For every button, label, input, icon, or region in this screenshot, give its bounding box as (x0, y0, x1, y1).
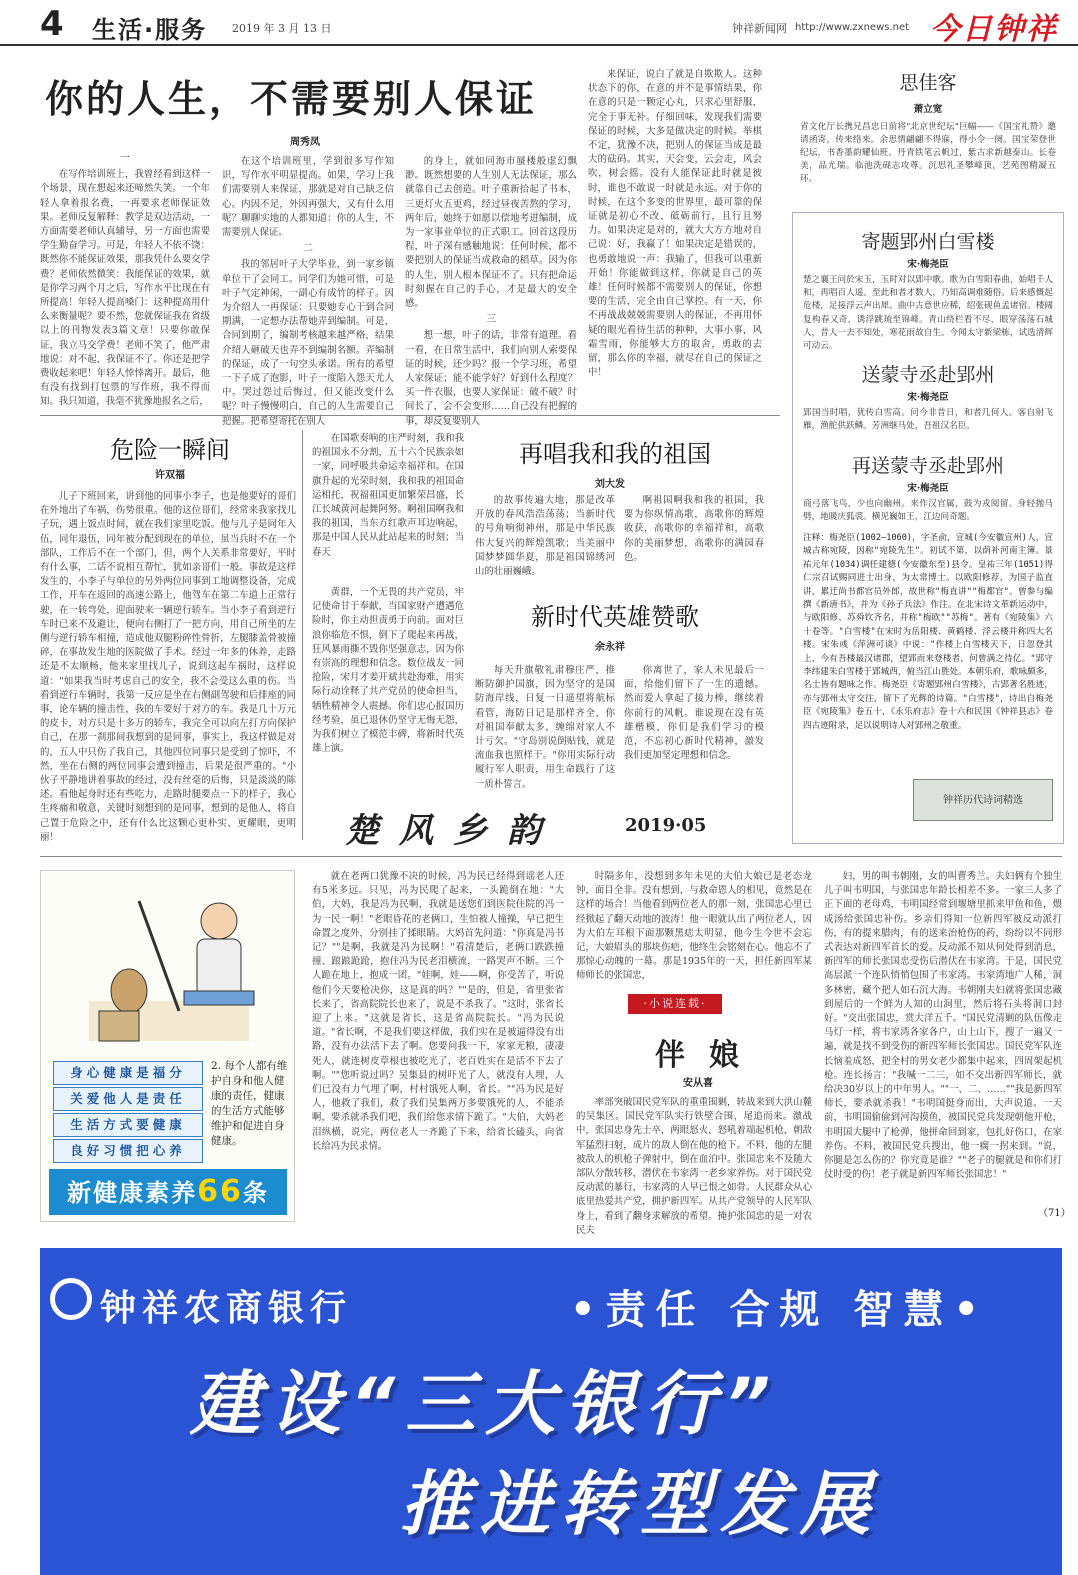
article4-col1-text: 每天升旗敬礼肃穆庄严，推断防御护国旗，因为坚守的是国防海岸线，日复一日遥望将航标看管，海防日记是那样齐全，你对祖国奉献太多，缠绵对家人不计亏欠。"守岛别说倒贴钱，就是流血我也照样干。"你用实际行动履行军人职责，用生命践行了这一质朴誓言。 (475, 665, 615, 790)
health-tip: 2. 每个人都有维护自身和他人健康的责任，健康的生活方式能够维护和促进自身健康。 (211, 1060, 288, 1147)
article2-title: 危险一瞬间 (110, 436, 230, 464)
bank-headline-1: 建设“三大银行” (190, 1363, 781, 1445)
article1-title: 你的人生，不需要别人保证 (45, 77, 538, 121)
article1-col2b-text: 我的邻居叶子大学毕业，到一家乡镇单位干了会同工。同学们为她可惜，可是叶子气定神闲，一副心有成竹的样子。因为介绍人一再保证：只要她专心干到合同期满，一定想办法帮她弄到编制。可是，合同到期了，编制考核越来越严格，结果介绍人砸破天也弄不到编制名额。弄编制的保证，成了一句空头承诺。所有的希望一下子成了泡影，叶子一度陷入怨天尤人中。哭过怨过后悔过，但又能改变什么呢？叶子慢慢明白，自己的人生需要自己把握。把希望寄托在别人 (222, 259, 394, 427)
article3-col1-text: 在国歌奏响的庄严时刻，我和我的祖国永不分割，五十六个民族亲如一家，同呼吸共命运幸福祥和。在国旗升起的光荣时刻，我和我的祖国命运相托，祝福祖国更加繁荣昌盛，长江长城黄河起舞阿努。啊祖国啊我和我的祖国，当东方红歌声耳边响起，那是中国人民从此站起来的时刻；当春天 (312, 433, 464, 558)
article3-col2 (475, 494, 615, 578)
serial-col3-text: 率部突破国民党军队的重重围剿，转战来到大洪山麓的吴集区。国民党军队实行铁壁合围，尾追而来。激战中，张国忠身先士卒，两眼怒火，怒吼着端起机枪，朝敌军猛烈扫射，成片的敌人倒在他的枪下。不料，他的左腿被敌人的机枪子弹射中，倒在血泊中。张国忠来不及随大部队分散转移，潜伏在韦家湾一老乡家养伤。对于国民党反动派的暴行，韦家湾的人早已恨之如骨。人民群众从心底里热爱共产党，拥护新四军。从共产党领导的人民军队身上，看到了翻身求解放的希望。掩护张国忠的是一对农民夫 (576, 1097, 812, 1236)
bank-name: 钟祥农商银行 (100, 1288, 353, 1329)
serial-col1 (312, 870, 564, 1220)
article4-col2 (624, 664, 764, 794)
bank-slogan: •责任 合规 智慧• (570, 1287, 989, 1333)
serial-col2-text: 时隔多年，没想到多年未见的大伯大娘已是老态龙钟，面目全非。没有想到，与救命恩人的相见，竟然是在这样的场合！当他看到两位老人的那一刻，张国忠心里已经掀起了翻天动地的波涛！他一眼就认出了两位老人，因为大伯左耳根下面那颗黑痣太明显，他今生今世不会忘记，大娘眉头的那块伤疤，他终生会铭刻在心。他忘不了那惊心动魄的一幕。那是1935年的一天，担任新四军某师师长的张国忠， (576, 871, 812, 982)
article4-col0-text: 黄群，一个无畏的共产党员，牢记使命甘于奉献，当国家财产遭遇危险时，你主动担责勇于向前。面对巨浪你临危不惧，倒下了爬起来再战，狂风暴雨撕不毁你坚强意志，因为你有崇高的理想和信念。数位战友一同抢险，宋月才姜开斌共赴海难，用实际行动诠释了共产党员的使命担当，牺牲精神令人震撼。你们忠心报国历经考验，虽已退休仍坚守无悔无怨，为我们树立了模范丰碑，将新时代英雄上演。 (312, 587, 464, 755)
serial-col4 (824, 870, 1062, 1202)
poem4-title: 再送蒙寺丞赴郢州 (851, 455, 1004, 477)
serial-col4-text: 妇，男的叫韦朝刚，女的叫曹秀兰。夫妇俩有个独生儿子叫韦明国，与张国忠年龄长相差不多。一家三人多了正下面的老母鸡，韦明国经常到堰塘里抓来甲鱼和鱼，煨成汤给张国忠补伤。乡亲们得知一位新四军被反动派打伤，有的提来腊肉，有的送来治枪伤的药，纷纷以不同形式表达对新四军首长的爱。反动派不知从何处得到消息，新四军的师长张国忠受伤后潜伏在韦家湾。于是，国民党高层派一个连队悄悄包围了韦家湾。韦家湾地广人稀，洞多林密，藏个把人如石沉大海。韦朝刚夫妇就将张国忠藏到屋后的一个鲜为人知的山洞里，然后将石头将洞口封好。"交出张国忠，赏大洋五千。"国民党清剿的队伍像走马灯一样，将韦家湾各家各户，山上山下，搜了一遍又一遍，就是找不到受伤的新四军师长张国忠。国民党军队连长恼羞成怒，把全村的男女老少都集中起来，四周架起机枪。连长扬言："我喊一二三，如不交出新四军师长，就给决30岁以上的中年男人。""一、二、……""我是新四军师长，要杀就杀我！"韦明国挺身而出，大声说道。一天前，韦明国偷偷到河沟摸鱼，被国民党兵发现朝他开枪，韦明国大腿中了枪弹，他拼命回到家，包扎好伤口，在家养伤。不料，被国民党兵搜出，他一瘸一拐来到。"说，你腿是怎么伤的？你究竟是谁？""老子的腿就是和你们打仗时受的伤！老子就是新四军师长张国忠！" (824, 871, 1062, 1181)
serial-col1-text: 就在老两口犹豫不决的时候，冯为民已经得到谣老人还有5米多远。只见，冯为民爬了起来，一头跪倒在地："大伯，大妈，我是冯为民啊，我就是送您们到医院住院的冯一为一民一啊！"老眼昏花的老俩口，生怕被人撞操，早已把生命置之度外，分别挂了揉眼睛。大妈首先问道："你真是冯书记？""是啊，我就是冯为民啊！"看清楚后，老俩口跌跌撞撞、踉踉跄跄，抱住冯为民老泪横流，一路哭声不断。三个人跪在地上，抱成一团。"娃啊，娃——啊，你受苦了，听说他们今天要枪决你，这是真的吗？""是的，但是，省里张省长来了，省高院院长也来了，说是不杀我了。"这时，张省长迎了上来。"这就是省长，这是省高院院长。"冯为民说道。"省长啊，不是我们要这样做，我们实在是被逼得没有出路，没有办法活下去了啊。您要问我一下，家家无粮，凄凄死人，就连树皮草根也被吃光了，老百姓实在是活不下去了啊。""您听说过吗？吴集县的树吓光了人，就没有人埋，人们已没有力气埋了啊，村村饿死人啊，省长。""冯为民是好人，他救了我们，救了我们吴集两万多要饿死的人，不能杀啊，要杀就杀我们吧，我们给您求情下跪了。"大伯，大妈老泪纵横，说完，两位老人一齐跪了下来，给省长磕头，向省长给冯为民求情。 (312, 871, 564, 1152)
serial-col3 (576, 1096, 812, 1236)
newspaper-logo: 今日钟祥 (930, 12, 1058, 47)
divider (302, 430, 303, 840)
health-slogan-3: 生活方式要健康 (53, 1113, 203, 1137)
poem3-title: 送蒙寺丞赴郢州 (861, 364, 995, 386)
divider (40, 856, 1062, 857)
section-title: 生活·服务 (92, 16, 208, 44)
article3-col3 (624, 494, 764, 574)
article1-col3b-text: 想一想，叶子的话，非常有道理。看一看，在日常生活中，我们向别人索要保证的时候，还少吗？报一个学习班，希望人家保证；能不能学好？好到什么程度？买一件衣服，也要人家保证：破不破？时间长了，会不会变形……自己没有把握的事，却反复要别人 (405, 330, 577, 427)
article1-col1-text: 在写作培训班上，我曾经看到这样一个场景，现在想起来还啼然失笑。一个年轻人拿着报名费，一再要求老师保证效果。老师反复解释：教学是双边活动，一方面需要老师认真辅导，另一方面也需要学生勤奋学习。可是，年轻人不依不饶：既然你不能保证效果，那我凭什么要交学费？老师依然微笑：我能保证的效果，就是你学习两个月之后，写作水平比现在有所提高！年轻人提高嗓门：这种提高用什么来衡量呢？要不然，您就保证我在省级以上的刊物发表3篇文章！只要你敢保证，我立马交学费！老师不笑了，他严肃地说：对不起，我保证不了。你还是把学费收起来吧！年轻人悻悻离开。最后，他有没有找到打包票的写作班，我不得而知。我只知道，我毫不犹豫地报名之后， (40, 169, 210, 408)
poem1-author: 萧立宽 (913, 104, 943, 115)
article1-author: 周秀凤 (290, 137, 320, 148)
article4-col0 (312, 586, 464, 796)
poem2-author: 宋·梅尧臣 (907, 259, 949, 270)
article2-author: 许双福 (155, 470, 185, 481)
site-url[interactable]: http://www.zxnews.net (795, 22, 910, 33)
article1-col4 (588, 68, 762, 379)
article1-section-3: 三 (486, 314, 496, 326)
health-banner-post: 条 (242, 1179, 269, 1207)
poems-box (792, 212, 1064, 844)
article1-col2 (222, 155, 394, 427)
article1-col1 (40, 150, 210, 410)
health-banner-num: 66 (197, 1174, 243, 1209)
poet-note: 注释：梅尧臣(1002—1060)，字圣俞，宣城(今安徽宣州)人，宣城古称宛陵，因称"宛陵先生"。初试不第，以荫补河南主簿。景祐元年(1034)调任建德(今安徽东至)县令。皇祐三年(1051)得仁宗召试赐同进士出身，为太常博士。以欧阳修荐，为国子监直讲，累迁尚书都官员外郎，故世称"梅直讲""梅都官"。曾参与编撰《新唐书》，并为《孙子兵法》作注。在北宋诗文革新运动中，与欧阳修、苏舜钦齐名，并称"梅欧""苏梅"。著有《宛陵集》六十卷等。"白雪楼"在宋时为岳阳楼、黄鹤楼、浮云楼并称四大名楼。宋朱彧《萍洲可谈》中说："作楼上白雪楼天下，日忽登其上，今有吾楼最汉诸郡，望郢而来登楼者，何曾满之待亿。"郢守李纬建朱白雪楼于郢城西，俯当江山胜处。本朝乐府，歌咏颇多，名士皆有题咏之作。梅尧臣《寄题郢州白雪楼》，古郢著名胜迹，亦与郢州太守交往，留下了光辉的诗篇。"白雪楼"，诗出自梅尧臣《宛陵集》卷五十，《永乐府志》卷十六和民国《钟祥县志》卷四古迹附录，足以说明诗人对郢州之敬重。 (803, 533, 1053, 731)
health-slogan-4: 良好习惯把心养 (53, 1139, 203, 1163)
poem1-block (792, 62, 1064, 207)
poem4-text: 商弓落飞鸟，少也向幽州。来作汉官属，鼓为戎阅留。身轻抛马劈，地暖庆狐裘。横见巍如王，江边问奇题。 (803, 499, 1053, 523)
bank-headline-2: 推进转型发展 (400, 1463, 880, 1545)
issue-date: 2019 年 3 月 13 日 (232, 22, 332, 35)
erhu-player-illustration (69, 881, 269, 1051)
bank-logo-icon (50, 1278, 92, 1320)
serial-tag: ·小说连载· (628, 994, 722, 1014)
article4-author: 余永祥 (595, 642, 625, 653)
poem4-author: 宋·梅尧臣 (907, 483, 949, 494)
article4-col2-text: 你离世了，家人未见最后一面，给他们留下了一生的遗憾。然而爱人拿起了接力棒，继续着你前行的风帆。谁说现在没有英雄楷模，你们是我们学习的模范，不忘初心新时代精神，激发我们更加坚定理想和信念。 (624, 665, 764, 762)
poem3-text: 郢国当时唱，犹传白雪高。问今非昔日，和者几何人。客自射飞雁，渔舵供跃鳞。芳洲继马处，吾祖汉名臣。 (803, 408, 1053, 432)
health-slogan-1: 身心健康是福分 (53, 1061, 203, 1085)
article3-author: 刘大发 (595, 479, 625, 490)
serial-col2 (576, 870, 812, 985)
article1-col3-text: 的身上，就如同海市蜃楼般虚幻飘渺。既然想要的人生别人无法保证，那么就靠自己去创造。叶子重新拾起了书本，三更灯火五更鸡，经过昼夜苦熬的学习，两年后，她终于如愿以偿地考进编制，成为一家事业单位的正式职工。回首这段历程，叶子深有感触地说：任何时候，都不要把别人的保证当成救命的稻草。因为你的人生，别人根本保证不了。只有把命运时刻握在自己的手心，才是最大的安全感。 (405, 156, 577, 310)
page-number: 4 (40, 4, 64, 44)
article2-text: 儿子下班回来，讲到他的同事小李子，也是他要好的哥们在外地出了车祸，伤势很重。他的这位哥们，经常来我家找儿子玩，遇上饭点时间，就在我们家里吃饭。他与儿子是同年入伍，同年退伍，同年被分配到现在的单位，虽当兵时不在一个部队，工作后不在一个部门，但，两个人关系非常要好，平时有什么事，二话不说相互帮忙，犹如亲哥们一般。事故是这样发生的，小李子与单位的另外两位同事到工地调整设备，完成工作，开车在返回的高速公路上，他驾车在第二车道上正常行驶，在一转弯处，迎面驶来一辆逆行轿车。当小李子看到逆行车时已来不及避让，便向右侧打了一把方向，用自己所坐的左侧与逆行轿车相撞，造成他双腿粉碎性骨折，左腿膝盖骨被撞碎，在事故发生地的医院做了手术。经过一年多的休养，走路还是不太顺畅，他来家里找儿子，说到这起车祸时，这样说道："如果我当时考虑自己的安全，我不会受这么重的伤。当看到逆行车辆时，我第一反应是坐在右侧副驾驶和后排座的同事，论车辆的撞击性，我的车要好于对方的车。我是几十万元的皮卡，对方只是十多万的轿车，我完全可以向左打方向保护自己，在那一刹那间我想到的是同事，事实上，我这样做是对的，五人中只伤了我自己，其他四位同事只是受到了惊吓，不然，坐在右侧的两位同事会遭到撞击，后果是很严重的。"小伙子平静地讲着事故的经过，没有丝毫的后悔，只是淡淡的陈述。看他起身时还有些吃力，走路时腿要点一下的样子，我心生疼痛和敬意，关键时刻想到的是同事，想到的是他人，将自己置于危险之中，还有什么比这颗心更朴实、更耀眼，更明丽！ (40, 491, 296, 843)
poem-anthology-seal: 钟祥历代诗词精选 (913, 779, 1053, 821)
article3-col2-text: 的故事传遍大地，那是改革开放的春风浩浩荡荡；当新时代的号角响彻神州，那是中华民族伟大复兴的辉煌凯歌；当美丽中国梦梦圆华夏，那是祖国锦绣河山的壮丽巍峨。 (475, 495, 615, 578)
health-banner-pre: 新健康素养 (67, 1179, 198, 1207)
poem1-title: 思佳客 (899, 72, 957, 94)
article1-section-2: 二 (303, 243, 313, 255)
health-slogan-2: 关爱他人是责任 (53, 1087, 203, 1111)
poem2-title: 寄题郢州白雪楼 (861, 231, 995, 253)
article3-col3-text: 啊祖国啊我和我的祖国，我要为你纵情高歌，高歌你的辉煌收获，高歌你的幸福祥和，高歌你的美丽梦想，高歌你的满园春色。 (624, 495, 764, 563)
health-poster (40, 870, 295, 1222)
health-banner (49, 1169, 287, 1215)
article3-col1 (312, 432, 464, 577)
poem1-text: 省文化厅长携兄昌忠日前将"北京世纪坛"巨幅——《国宝礼赞》邀请函寄，传来络来。余思情翩翩不得寐，得小令一阕。国宝荣登世纪坛，书香墨韵耀仙班。丹青铁笔云帆过，紫古求新越泰山。长卷美，品尤瑞。临池洗砚志攻尊。沉思礼圣攀峰顶，艺苑图精凝五环。 (800, 122, 1056, 184)
page-footnote-number: （71） (1038, 1208, 1071, 1219)
bank-advertisement[interactable] (40, 1248, 1062, 1575)
article1-col4-text: 来保证，说白了就是自欺欺人。这种状态下的你，在意的并不是事情结果，你在意的只是一颗定心丸，只求心里舒服，完全于事无补。仔细回味，发现我们需要保证的时候，大多是做决定的时候。举棋不定，犹豫不决，把别人的保证当成是最大的砝码。其实，天会变，云会走，风会吹，树会摇。没有人能保证此时就是彼时，谁也不敢说一时就是永远。对于你的时候，在这个多变的世界里，最可靠的保证就是初心不改、砥砺前行，且行且努力。如果决定是对的，就大大方方地对自己说：好，我赢了！如果决定是错误的，也勇敢地说一声：我输了，但我可以重新开始！你能做到这样，你就是自己的英雄！任何时候都不需要别人的保证，你想要的生活，完全由自己掌控。有一天，你不再战战兢兢需要别人的保证，不再用怀疑的眼光看待生活的种种，大事小事，风霜雪雨，你能够大方的取舍，勇敢的去留，那么你的幸福，就尽在自己的保证之中！ (588, 69, 762, 379)
serial-title: 伴娘 (655, 1038, 763, 1073)
column-masthead: 楚风乡韵 (345, 811, 561, 851)
poem2-text: 楚之襄王问於宋玉，玉时对以郢中歌。歌为白雪阳春曲，始唱千人和，再唱百人遥。至此和者才数人，乃知高调难随俗。后来感慨起危楼，足接浮云声出犀。曲中古意世应稀，绍张砚鱼孟诸宿。楼阔复构春又奇，诱浮跳琉至锦峰。青山绕栏看不尽，眼穿荡荡石城人，昔人一去不知处，寒花雨故自生。今闻太守新梁栋，试选清辉可动云。 (803, 275, 1053, 352)
article4-col1 (475, 664, 615, 794)
column-issue: 2019·05 (625, 815, 707, 836)
article2-body (40, 490, 296, 843)
divider (40, 415, 780, 416)
article3-title: 再唱我和我的祖国 (519, 440, 711, 468)
article1-section-1: 一 (120, 153, 130, 164)
serial-author: 安从喜 (683, 1078, 713, 1089)
article1-col3 (405, 155, 577, 427)
article1-col2-text: 在这个培训班里，学到很多写作知识，写作水平明显提高。如果，学习上我们需要别人来保证，那就是对自己缺乏信心。内因不足，外因再强大，又有什么用呢？聊聊实地的人都知道：你的人生，不需要别人保证。 (222, 156, 394, 239)
site-name: 钟祥新闻网 (732, 22, 787, 35)
poem3-author: 宋·梅尧臣 (907, 392, 949, 403)
article4-title: 新时代英雄赞歌 (531, 603, 699, 631)
